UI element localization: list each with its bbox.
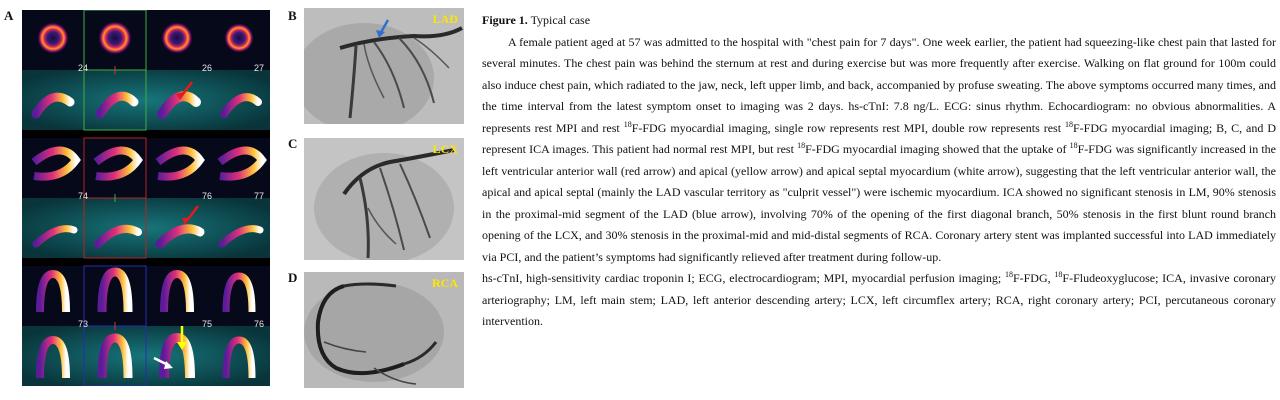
abbrev-text: F-FDG, [1012,271,1055,285]
superscript: 18 [1004,270,1013,279]
caption-title-text: Typical case [527,13,591,27]
mpi-panel [22,10,270,386]
mpi-block-1 [22,10,270,130]
mpi-images [22,10,270,386]
slice-number: 77 [254,191,265,201]
ica-label-rca: RCA [432,276,458,290]
panel-label-c: C [288,136,298,151]
superscript: 18 [1054,270,1063,279]
ica-image-rca [304,272,464,388]
caption-body [482,32,1276,269]
ica-label-lcx: LCX [432,142,458,156]
superscript: 18 [623,119,632,129]
caption-body-text: F-FDG was significantly increased in the left ventricular anterior wall (red arrow) and apical (yellow arrow) and apical septal myocardium (white arrow), suggesting that the left ventricular anterior wall, the apical and apical septal (mainly the LAD vascular territory as "culprit vessel") were ischemic myocardium. ICA showed no significant stenosis in LM, 90% stenosis in the proximal-mid segment of the LAD (blue arrow), involving 70% of the opening of the first diagonal branch, 50% stenosis in the first blunt round branch opening of the LCX, and 30% stenosis in the proximal-mid and mid-distal segments of RCA. Coronary artery stent was implanted successful into LAD immediately via PCI, and the patient’s symptoms had significantly relieved after treatment during follow-up. [482,142,1277,264]
figure-caption [482,10,1276,333]
panel-label-a: A [4,8,14,23]
slice-number: 76 [254,319,265,329]
slice-number: 24 [78,63,89,73]
caption-title-label: Figure 1. [482,13,528,27]
ica-image-lad [304,8,464,124]
slice-number: 75 [202,319,213,329]
mpi-block-3 [22,266,270,386]
panel-label-d: D [288,270,298,285]
panel-label-b: B [288,8,297,23]
caption-body-text: F-FDG myocardial imaging showed that the uptake of [805,142,1070,156]
caption-body-text: F-FDG myocardial imaging, single row represents rest MPI, double row represents rest [631,120,1065,135]
slice-number: 26 [202,63,213,73]
ica-image-lcx [304,138,464,260]
abbrev-text: F-Fludeoxyglucose; ICA, invasive coronary arteriography; LM, left main stem; LAD, left anterior descending artery; LCX, left circumflex artery; RCA, right coronary artery; PCI, percutaneous coronary intervention. [482,271,1276,328]
ica-label-lad: LAD [432,12,458,26]
slice-number: 74 [78,191,89,201]
mpi-block-2 [22,138,270,258]
caption-body-text: A female patient aged at 57 was admitted to the hospital with "chest pain for 7 days". One week earlier, the patient had squeezing-like chest pain that lasted for several minutes. The chest pain was behind the sternum at rest and during exercise but was more frequently after exercise. Walking on flat ground for 100m could also induce chest pain, which radiated to the jaw, neck, left upper limb, and back, accompanied by profuse sweating. The above symptoms occurred many times, and the time interval from the latest symptom onset to imaging was 2 days. hs-cTnI: 7.8 ng/L. ECG: sinus rhythm. Echocardiogram: no obvious abnormalities. A represents rest MPI and rest [482,34,1276,135]
caption-abbreviations [482,268,1276,333]
superscript: 18 [1064,119,1073,129]
caption-title [482,10,1276,32]
superscript: 18 [797,141,806,150]
abbrev-text: hs-cTnI, high-sensitivity cardiac troponin I; ECG, electrocardiogram; MPI, myocardial perfusion imaging; [482,271,1005,285]
caption-body-text: F-FDG myocardial imaging; B, C, and D represent ICA images. This patient had normal rest MPI, but rest [482,120,1276,156]
slice-number: 73 [78,319,89,329]
slice-number: 27 [254,63,265,73]
superscript: 18 [1069,141,1078,150]
slice-number: 76 [202,191,213,201]
